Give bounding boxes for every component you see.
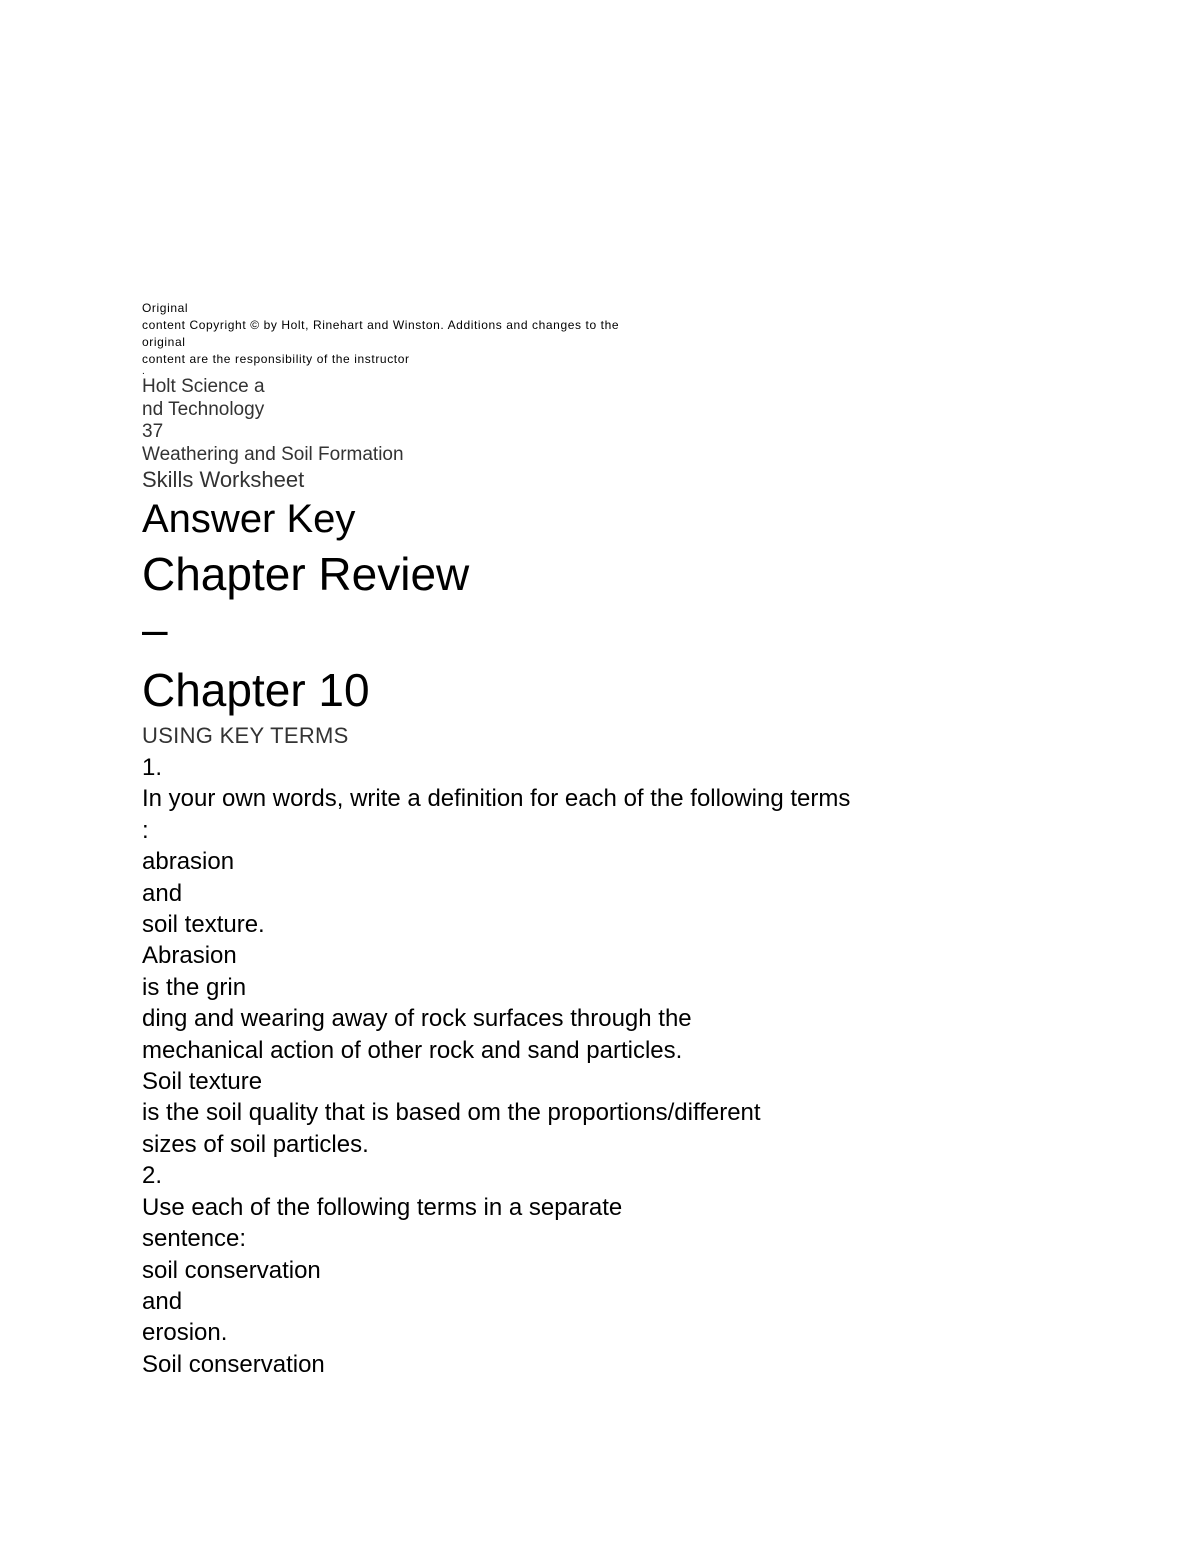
question-text: and	[142, 1287, 183, 1315]
question-text: and	[142, 879, 183, 907]
chapter-review-title: Chapter Review	[142, 548, 470, 600]
copyright-notice	[142, 300, 1142, 376]
question-text: :	[142, 816, 149, 844]
answer-text: mechanical action of other rock and sand particles.	[142, 1036, 683, 1064]
worksheet-type: Skills Worksheet	[142, 467, 305, 492]
copyright-line: content Copyright © by Holt, Rinehart and Winston. Additions and changes to the	[142, 318, 620, 332]
question-text: sentence:	[142, 1225, 247, 1253]
answer-text: is the grin	[142, 973, 247, 1001]
section-label: USING KEY TERMS	[142, 723, 349, 748]
copyright-line: content are the responsibility of the instructor	[142, 352, 410, 366]
page-number: 37	[142, 421, 164, 442]
answer-key-title: Answer Key	[142, 497, 356, 541]
answer-text: is the soil quality that is based om the proportions/different	[142, 1099, 761, 1127]
question-number: 1.	[142, 754, 163, 781]
question-text: Use each of the following terms in a separate	[142, 1193, 623, 1221]
chapter-name: Weathering and Soil Formation	[142, 443, 404, 465]
title-dash: –	[142, 603, 168, 655]
document-titles	[142, 493, 1142, 723]
question-text: In your own words, write a definition for each of the following terms	[142, 785, 851, 813]
key-term: soil conservation	[142, 1256, 321, 1284]
answer-term: Abrasion	[142, 942, 237, 970]
document-page	[142, 300, 1142, 1380]
copyright-line: original	[142, 335, 186, 349]
publisher-line: nd Technology	[142, 398, 265, 420]
chapter-number-title: Chapter 10	[142, 664, 370, 716]
answer-term: Soil conservation	[142, 1350, 325, 1378]
answer-term: Soil texture	[142, 1068, 263, 1096]
key-term: soil texture.	[142, 911, 265, 939]
key-term: erosion.	[142, 1319, 228, 1347]
answer-content	[142, 752, 1142, 1380]
question-number: 2.	[142, 1162, 163, 1190]
key-term: abrasion	[142, 848, 235, 876]
copyright-line: Original	[142, 301, 189, 315]
publisher-line: Holt Science a	[142, 376, 265, 397]
answer-text: sizes of soil particles.	[142, 1130, 369, 1158]
document-header	[142, 376, 1142, 493]
answer-text: ding and wearing away of rock surfaces through the	[142, 1005, 692, 1033]
copyright-trailing-mark: .	[142, 366, 145, 377]
